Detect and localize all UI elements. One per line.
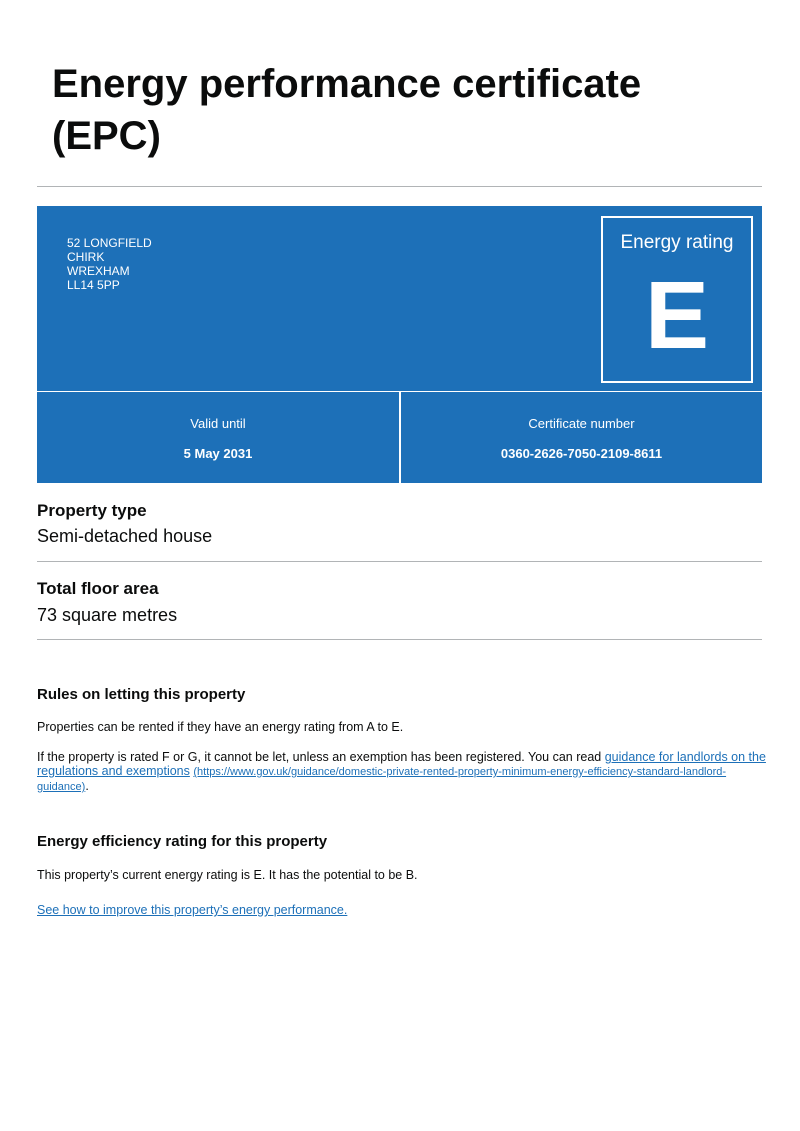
address-line-2: CHIRK xyxy=(67,250,105,264)
efficiency-link-row xyxy=(37,903,767,917)
certificate-info-panel xyxy=(37,392,762,483)
landlord-guidance-url[interactable]: (https://www.gov.uk/guidance/domestic-private-rented-property-minimum-energy-efficiency-standard-landlord-guidance) xyxy=(37,766,727,793)
address-line-3: WREXHAM xyxy=(67,264,130,278)
certificate-number-label: Certificate number xyxy=(528,416,635,431)
property-type-divider xyxy=(37,561,762,562)
letting-rules-text: If the property is rated F or G, it cannot be let, unless an exemption has been registered. You can read xyxy=(37,750,605,764)
letting-rules-end: . xyxy=(85,779,89,793)
energy-rating-box xyxy=(601,216,753,383)
floor-area-value: 73 square metres xyxy=(37,605,178,625)
energy-rating-label: Energy rating xyxy=(620,232,734,253)
address-line-4: LL14 5PP xyxy=(67,278,120,292)
floor-area-divider xyxy=(37,639,762,640)
certificate-number-cell xyxy=(401,392,762,483)
efficiency-rating-heading: Energy efficiency rating for this property xyxy=(37,833,328,850)
title-divider xyxy=(37,186,762,187)
landlord-guidance-link[interactable]: guidance for landlords on the regulations and exemptions xyxy=(37,750,766,778)
improve-energy-performance-link[interactable]: See how to improve this property’s energy performance. xyxy=(37,903,348,917)
valid-until-label: Valid until xyxy=(190,416,246,431)
valid-until-cell xyxy=(37,392,401,483)
page-title xyxy=(52,58,752,162)
efficiency-rating-paragraph: This property’s current energy rating is E. It has the potential to be B. xyxy=(37,868,418,882)
property-type-value: Semi-detached house xyxy=(37,526,213,546)
certificate-number-value: 0360-2626-7050-2109-8611 xyxy=(500,446,663,461)
page-title-line-2: (EPC) xyxy=(52,114,161,158)
page-title-line-1: Energy performance certificate xyxy=(52,62,642,106)
address-line-1: 52 LONGFIELD xyxy=(67,236,152,250)
letting-rules-paragraph-1: Properties can be rented if they have an energy rating from A to E. xyxy=(37,720,404,734)
letting-rules-paragraph-2 xyxy=(37,750,767,794)
epc-header-panel xyxy=(37,206,762,391)
floor-area-heading: Total floor area xyxy=(37,579,159,598)
energy-rating-letter: E xyxy=(644,262,710,369)
valid-until-value: 5 May 2031 xyxy=(183,446,253,461)
property-address xyxy=(67,236,152,292)
property-type-heading: Property type xyxy=(37,501,147,520)
letting-rules-heading: Rules on letting this property xyxy=(37,686,246,703)
